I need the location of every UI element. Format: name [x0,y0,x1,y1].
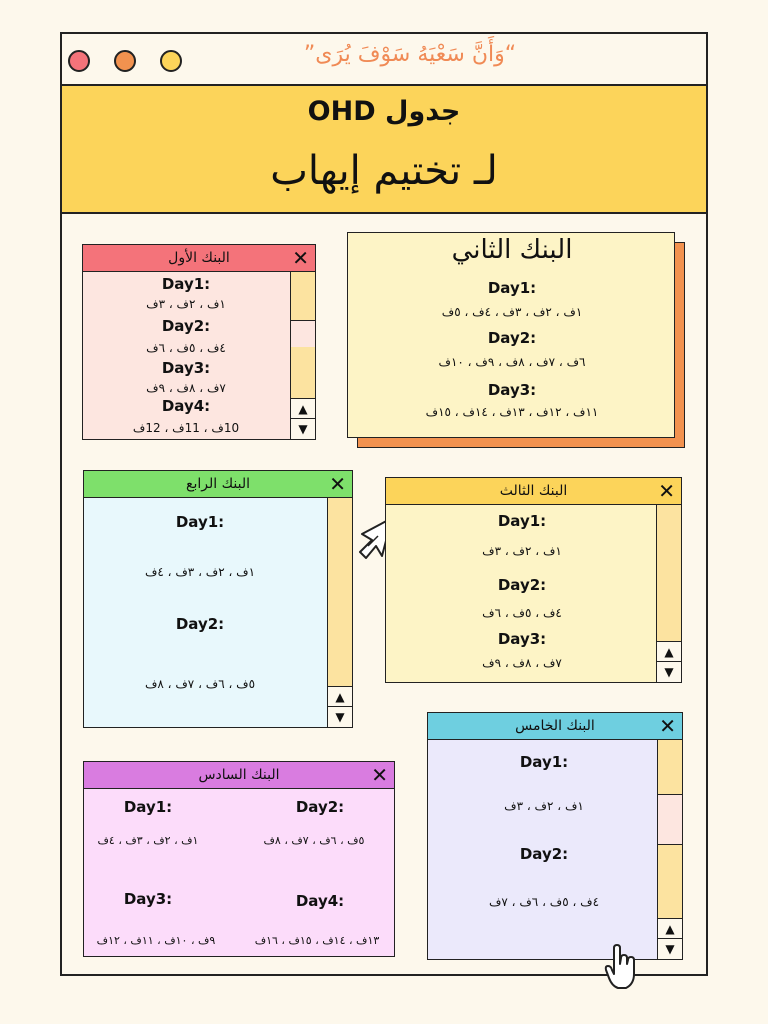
day-periods: ٧ف ، ٨ف ، ٩ف [146,381,226,395]
scroll-thumb[interactable] [291,320,315,347]
day-periods: ٤ف ، ٥ف ، ٦ف [146,341,226,355]
day-periods: ١ف ، ٢ف ، ٣ف [482,544,562,558]
page-subtitle: لـ تختيم إيهاب [270,148,498,194]
day-label: Day3: [161,359,211,377]
day-label: Day1: [519,753,569,771]
day-periods: ٤ف ، ٥ف ، ٦ف ، ٧ف [488,895,600,909]
scrollbar[interactable] [657,740,682,959]
close-icon[interactable]: ✕ [329,472,346,496]
day-label: Day2: [175,615,225,633]
scroll-down-icon[interactable]: ▼ [657,661,681,682]
day-label: Day2: [519,845,569,863]
day-label: Day1: [175,513,225,531]
bank4-title: البنك الرابع [186,476,250,492]
day-periods: ١ف ، ٢ف ، ٣ف ، ٤ف [97,834,199,847]
day-periods: ٦ف ، ٧ف ، ٨ف ، ٩ف ، ١٠ف [438,355,586,369]
day-label: Day4: [295,892,345,910]
close-icon[interactable]: ✕ [659,714,676,738]
day-periods: ٥ف ، ٦ف ، ٧ف ، ٨ف [263,834,365,847]
scrollbar[interactable] [290,272,315,439]
bank6-titlebar [84,762,394,789]
day-periods: ١٣ف ، ١٤ف ، ١٥ف ، ١٦ف [254,934,380,947]
day-label: Day3: [497,630,547,648]
hand-cursor-icon [604,944,640,990]
day-label: Day2: [497,576,547,594]
scroll-up-icon[interactable]: ▲ [291,398,315,419]
close-icon[interactable]: ✕ [292,246,309,270]
day-label: Day1: [497,512,547,530]
scrollbar[interactable] [327,498,352,727]
scroll-up-icon[interactable]: ▲ [657,641,681,662]
bank5-titlebar [428,713,682,740]
day-periods: ١ف ، ٢ف ، ٣ف ، ٤ف ، ٥ف [441,305,583,319]
bank3-title: البنك الثالث [499,483,568,499]
scrollbar[interactable] [656,505,681,682]
day-periods: ١١ف ، ١٢ف ، ١٣ف ، ١٤ف ، ١٥ف [425,405,599,419]
minimize-dot[interactable] [114,50,136,72]
bank5-window [427,712,683,960]
day-label: Day1: [123,798,173,816]
day-label: Day2: [487,329,537,347]
bank1-title: البنك الأول [168,250,230,266]
scroll-track-divider [658,844,682,845]
day-periods: ٩ف ، ١٠ف ، ١١ف ، ١٢ف [96,934,216,947]
day-periods: ٤ف ، ٥ف ، ٦ف [482,606,562,620]
scroll-up-icon[interactable]: ▲ [658,918,682,939]
bank5-title: البنك الخامس [515,718,595,734]
bank2-title: البنك الثاني [451,235,573,265]
scroll-down-icon[interactable]: ▼ [291,418,315,439]
day-label: Day4: [161,397,211,415]
bank3-window [385,477,682,683]
day-label: Day3: [123,890,173,908]
bank4-window [83,470,353,728]
scroll-down-icon[interactable]: ▼ [658,938,682,959]
day-label: Day2: [161,317,211,335]
day-label: Day2: [295,798,345,816]
close-icon[interactable]: ✕ [371,763,388,787]
day-periods: ١ف ، ٢ف ، ٣ف ، ٤ف [144,565,256,579]
day-label: Day1: [487,279,537,297]
day-periods: ١ف ، ٢ف ، ٣ف [146,297,226,311]
bank3-titlebar [386,478,681,505]
bank6-title: البنك السادس [198,767,280,783]
bank6-window [83,761,395,957]
bank4-titlebar [84,471,352,498]
scroll-up-icon[interactable]: ▲ [328,686,352,707]
close-icon[interactable]: ✕ [658,479,675,503]
day-periods: 10ف ، 11ف ، 12ف [132,421,240,435]
bank1-window [82,244,316,440]
day-periods: ٧ف ، ٨ف ، ٩ف [482,656,562,670]
maximize-dot[interactable] [160,50,182,72]
day-label: Day3: [487,381,537,399]
bank2-window [347,232,675,438]
close-dot[interactable] [68,50,90,72]
scroll-down-icon[interactable]: ▼ [328,706,352,727]
day-periods: ٥ف ، ٦ف ، ٧ف ، ٨ف [144,677,256,691]
bank1-titlebar [83,245,315,272]
scroll-thumb[interactable] [658,794,682,845]
page-title: جدول OHD [307,96,461,127]
day-label: Day1: [161,275,211,293]
day-periods: ١ف ، ٢ف ، ٣ف [504,799,584,813]
quran-verse: “وَأَنَّ سَعْيَهُ سَوْفَ يُرَى” [303,42,517,67]
